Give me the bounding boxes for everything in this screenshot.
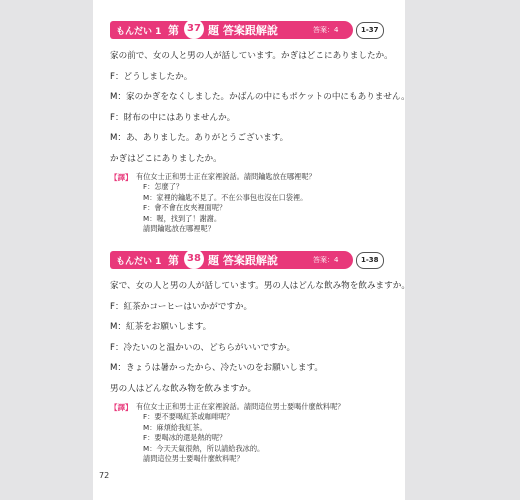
translation-line: M：喔，找到了！謝謝。 bbox=[143, 213, 222, 223]
dialogue-line: F：紅茶かコーヒーはいかがですか。 bbox=[110, 301, 253, 312]
question-number-badge: 38 bbox=[184, 249, 204, 269]
dai-label: 第 bbox=[168, 24, 179, 37]
dai-label: 第 bbox=[168, 254, 179, 267]
translation-line: F：會不會在皮夾裡面呢？ bbox=[143, 203, 227, 213]
translation-line: F：要喝冰的還是熱的呢？ bbox=[143, 433, 227, 443]
translation bbox=[110, 402, 385, 466]
question-header bbox=[110, 19, 385, 41]
mondai-label: もんだい 1 bbox=[116, 257, 162, 267]
dialogue-line: F：どうしましたか。 bbox=[110, 71, 193, 82]
question-header bbox=[110, 249, 385, 271]
dialogue-line: M：きょうは暑かったから、冷たいのをお願いします。 bbox=[110, 363, 323, 373]
answer-label: 答案：4 bbox=[313, 26, 339, 34]
question-38-section bbox=[110, 249, 410, 465]
question-title: 題 答案跟解說 bbox=[208, 24, 278, 37]
question-37-section bbox=[110, 19, 410, 235]
question-number-badge: 37 bbox=[184, 19, 204, 39]
dialogue-line: F：財布の中にはありませんか。 bbox=[110, 112, 236, 123]
translation-line: 請問這位男士要喝什麼飲料呢？ bbox=[143, 454, 244, 464]
dialogue-line: 家の前で、女の人と男の人が話しています。かぎはどこにありましたか。 bbox=[110, 51, 393, 61]
translation-line: M：麻煩給我紅茶。 bbox=[143, 422, 207, 432]
dialogue bbox=[110, 47, 410, 168]
translation-line: 有位女士正和男士正在家裡說話。請問鑰匙放在哪裡呢？ bbox=[136, 171, 316, 181]
translation-line: F：怎麼了？ bbox=[143, 182, 184, 192]
translation-label: 【譯】 bbox=[110, 172, 133, 182]
dialogue-line: 男の人はどんな飲み物を飲みますか。 bbox=[110, 383, 257, 394]
mondai-label: もんだい 1 bbox=[116, 27, 162, 37]
dialogue-line: M：あ、ありました。ありがとうございます。 bbox=[110, 133, 289, 143]
dialogue-line: 家で、女の人と男の人が話しています。男の人はどんな飲み物を飲みますか。 bbox=[110, 281, 410, 291]
dialogue-line: M：紅茶をお願いします。 bbox=[110, 322, 212, 332]
dialogue-line: かぎはどこにありましたか。 bbox=[110, 153, 222, 164]
dialogue bbox=[110, 277, 410, 398]
answer-label: 答案：4 bbox=[313, 256, 339, 264]
audio-track-badge: 1-38 bbox=[356, 252, 384, 269]
translation-line: 請問鑰匙放在哪裡呢？ bbox=[143, 224, 215, 234]
translation-line: M：家裡的鑰匙不見了。不在公事包也沒在口袋裡。 bbox=[143, 192, 308, 202]
translation-line: F：要不要喝紅茶或咖啡呢？ bbox=[143, 412, 234, 422]
translation bbox=[110, 172, 385, 236]
translation-label: 【譯】 bbox=[110, 402, 133, 412]
question-title: 題 答案跟解說 bbox=[208, 254, 278, 267]
audio-track-badge: 1-37 bbox=[356, 22, 384, 39]
translation-line: M：今天天氣很熱，所以請給我冰的。 bbox=[143, 443, 265, 453]
dialogue-line: F：冷たいのと温かいの、どちらがいいですか。 bbox=[110, 342, 296, 353]
translation-line: 有位女士正和男士正在家裡說話。請問這位男士要喝什麼飲料呢？ bbox=[136, 401, 345, 411]
page-number: 72 bbox=[99, 471, 110, 480]
dialogue-line: M：家のかぎをなくしました。かばんの中にもポケットの中にもありません。 bbox=[110, 92, 410, 102]
